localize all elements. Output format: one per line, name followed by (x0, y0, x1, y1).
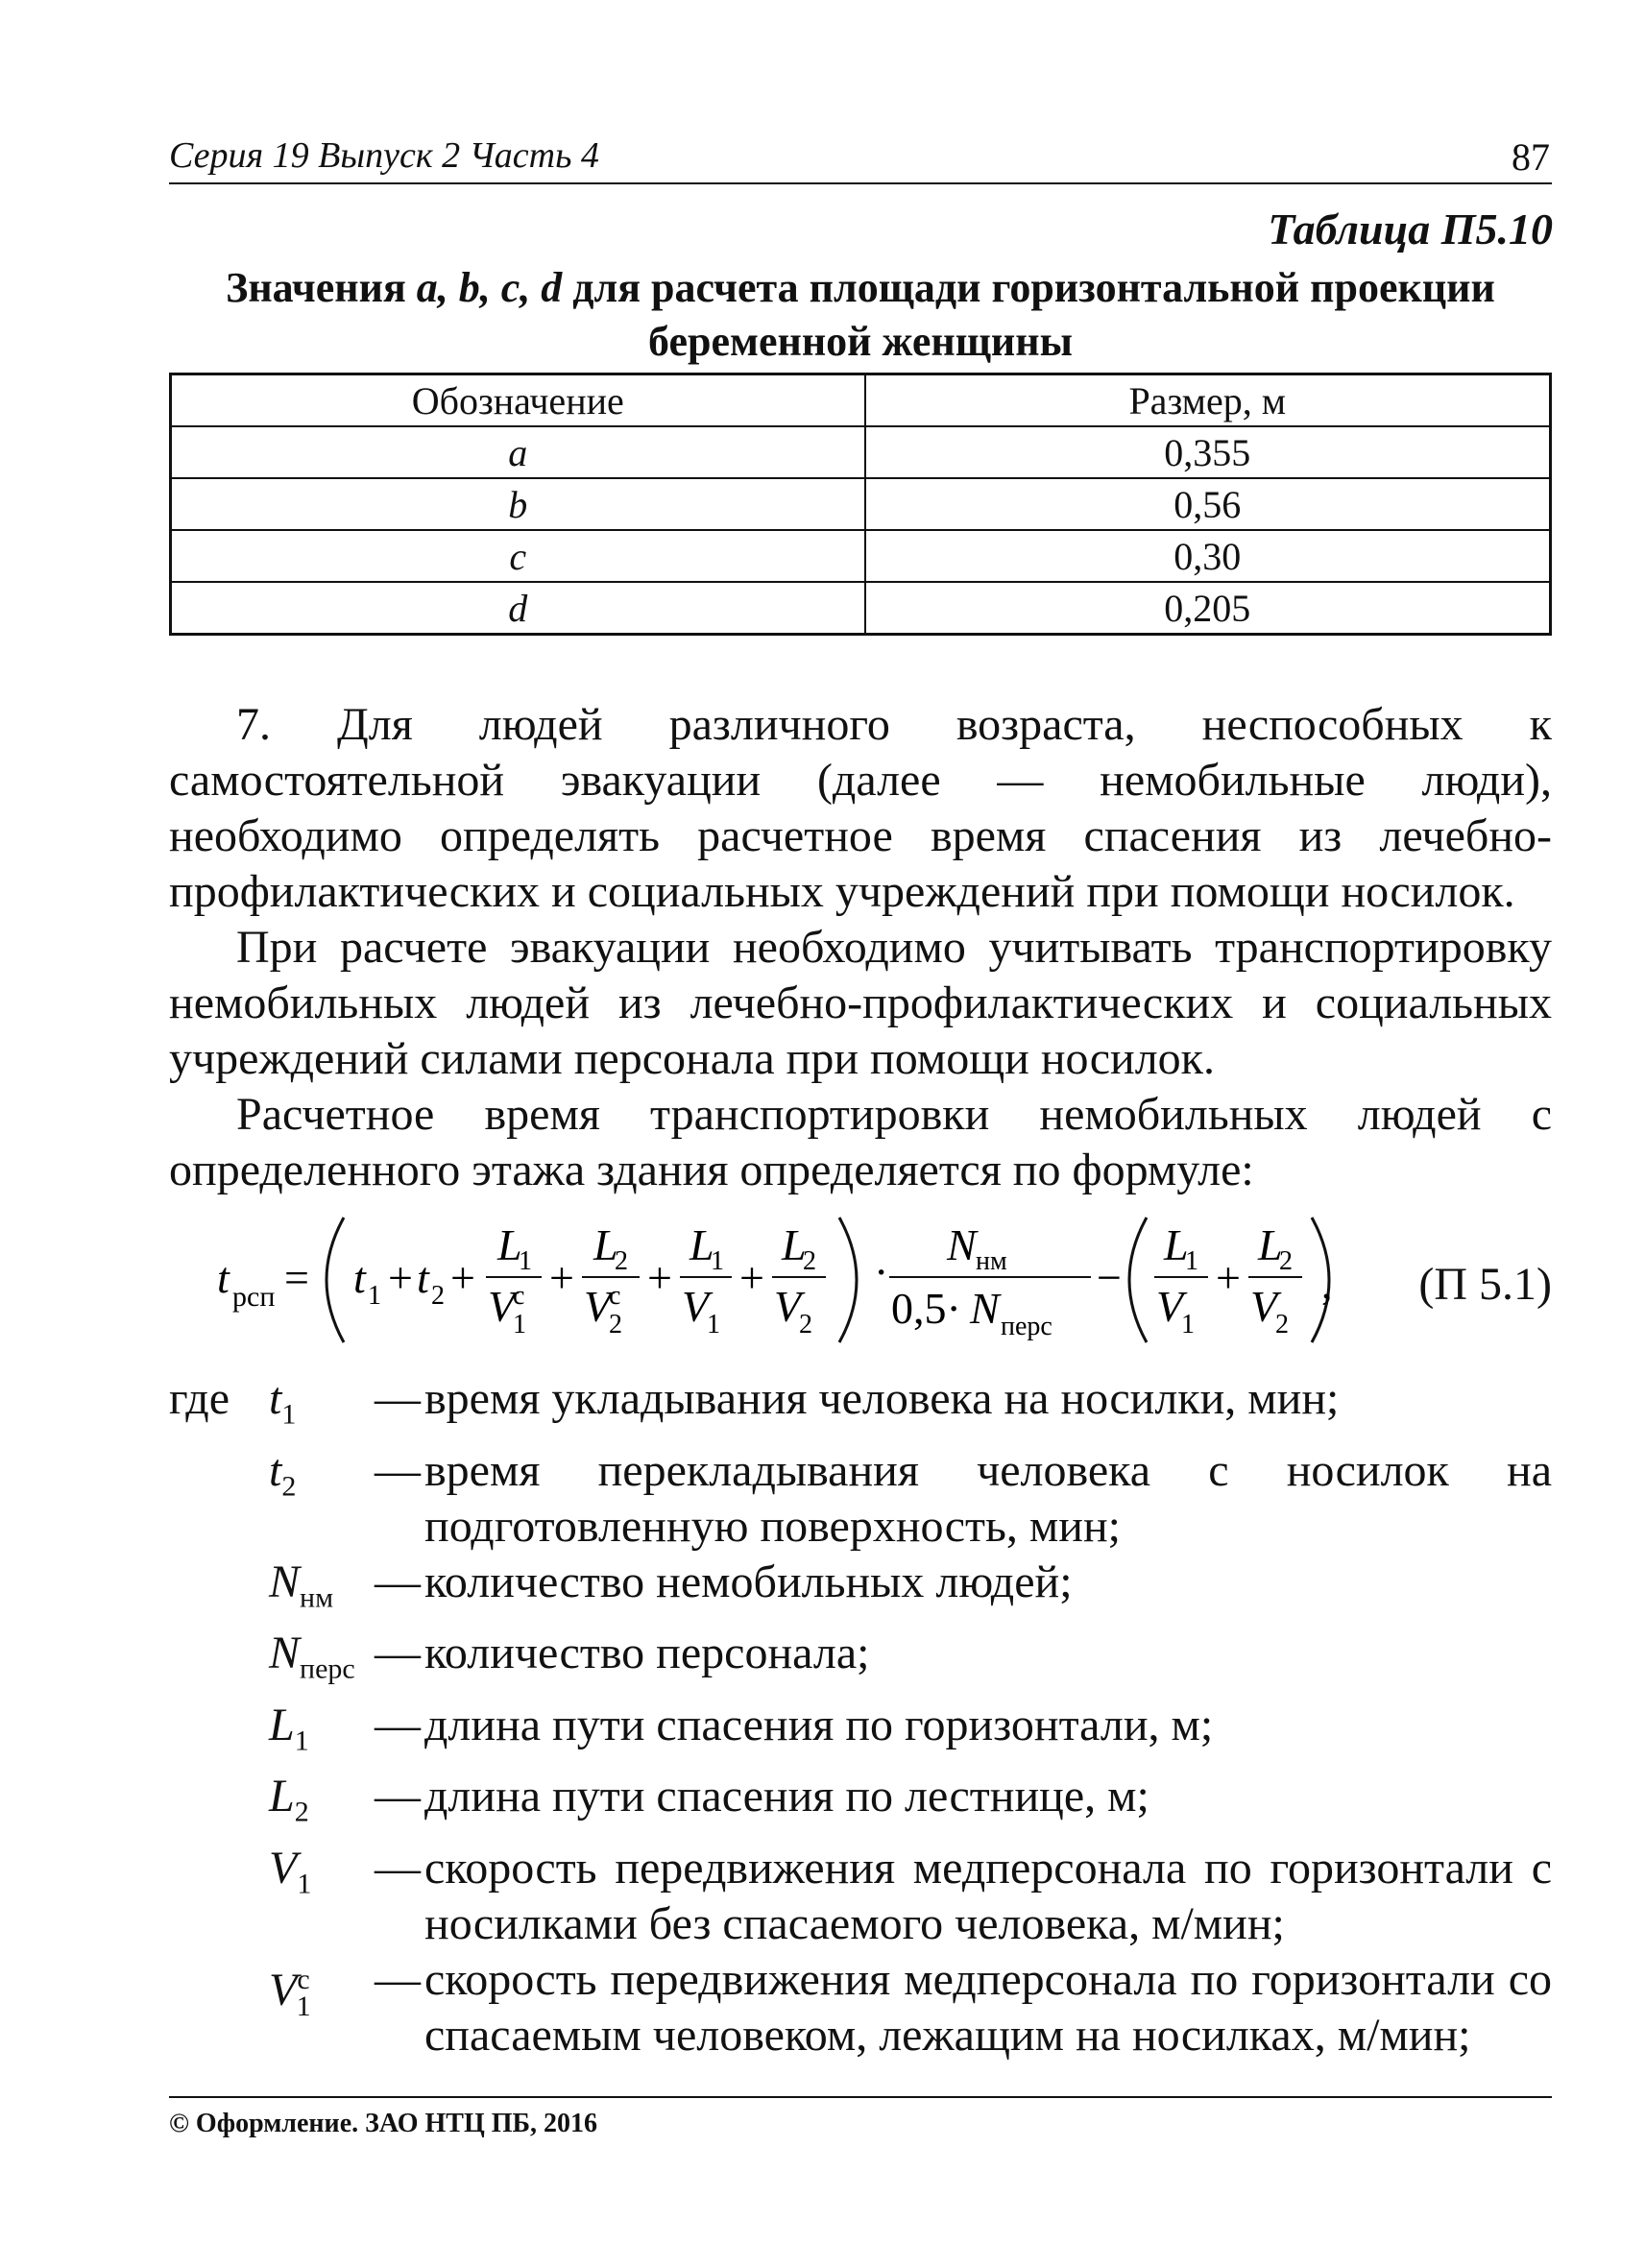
svg-text:2: 2 (803, 1246, 816, 1276)
svg-text:1: 1 (519, 1246, 532, 1276)
svg-text:L: L (1164, 1220, 1189, 1269)
svg-text:2: 2 (1279, 1246, 1293, 1276)
where-lead: где (169, 1373, 230, 1424)
list-item: $t_2$ — время перекладывания человека с носилок на подготовленную поверхность, мин; (169, 1443, 1552, 1555)
definition: длина пути спасения по лестнице, м; (424, 1771, 1149, 1822)
svg-text:V: V (488, 1282, 516, 1331)
svg-text:L: L (1258, 1220, 1283, 1269)
svg-text:0,5·: 0,5· (891, 1284, 961, 1333)
list-item: $N_{перс}$ — количество персонала; (169, 1626, 1552, 1698)
table-cell-value: 0,355 (865, 426, 1551, 478)
svg-text:t: t (417, 1253, 429, 1302)
paragraph: При расчете эвакуации необходимо учитывать транспортировку немобильных людей из лечебно-профилактических и социальных учреждений силами персонала при помощи носилок. (169, 922, 1552, 1084)
symbol: $t_2$ (269, 1444, 297, 1503)
list-item: где $t_1$ — время укладывания человека на носилки, мин; (169, 1371, 1552, 1443)
series-title: Серия 19 Выпуск 2 Часть 4 (169, 135, 599, 176)
symbol: $V_1$ (269, 1842, 312, 1900)
table-title-suffix: для расчета площади горизонтальной проекции беременной женщины (572, 264, 1495, 365)
list-item: $V^с_1$ — скорость передвижения медперсонала по горизонтали со спасаемым человеком, лежащим на носилках, м/мин; (169, 1952, 1552, 2063)
svg-text:+: + (739, 1253, 764, 1302)
where-list (169, 1371, 1552, 2063)
page-number: 87 (1512, 135, 1550, 179)
svg-text:−: − (1097, 1253, 1122, 1302)
symbol: $L_2$ (269, 1771, 309, 1828)
list-item: $N_{нм}$ — количество немобильных людей; (169, 1555, 1552, 1627)
svg-text:V: V (584, 1282, 612, 1331)
svg-text:нм: нм (976, 1246, 1007, 1276)
svg-text:+: + (647, 1253, 672, 1302)
table-cell-value: 0,205 (865, 582, 1551, 635)
svg-text:L: L (497, 1220, 522, 1269)
column-header: Размер, м (865, 374, 1551, 427)
footer-rule (169, 2096, 1552, 2098)
svg-text:V: V (1250, 1282, 1278, 1331)
table-title (169, 261, 1552, 369)
paragraph: 7. Для людей различного возраста, неспособных к самостоятельной эвакуации (далее — немобильные люди), необходимо определять расчетное время спасения из лечебно-профилактических и социальных учреждений при помощи носилок. (169, 699, 1552, 917)
svg-text:L: L (593, 1220, 618, 1269)
svg-text:V: V (1156, 1282, 1184, 1331)
table-title-vars: a, b, c, d (416, 264, 563, 311)
symbol: $V^с_1$ (269, 1963, 311, 2022)
list-item: $L_2$ — длина пути спасения по лестнице, м; (169, 1769, 1552, 1841)
table-row (171, 478, 1551, 530)
paragraph: Расчетное время транспортировки немобильных людей с определенного этажа здания определяется по формуле: (169, 1089, 1552, 1195)
svg-text:L: L (689, 1220, 714, 1269)
running-header (169, 134, 1552, 184)
table-title-prefix: Значения (226, 264, 406, 311)
svg-text:перс: перс (1001, 1312, 1052, 1341)
definition: длина пути спасения по горизонтали, м; (424, 1699, 1214, 1750)
symbol: $N_{перс}$ (269, 1628, 355, 1685)
table-cell-symbol: d (171, 582, 865, 635)
definition: скорость передвижения медперсонала по горизонтали со спасаемым человеком, лежащим на носилках, м/мин; (424, 1953, 1552, 2061)
svg-text:t: t (353, 1253, 366, 1302)
table-cell-symbol: a (171, 426, 865, 478)
svg-text:1: 1 (1181, 1310, 1195, 1339)
definition: скорость передвижения медперсонала по горизонтали с носилками без спасаемого человека, м/мин; (424, 1842, 1552, 1949)
list-item: $V_1$ — скорость передвижения медперсонала по горизонтали с носилками без спасаемого человека, м/мин; (169, 1841, 1552, 1952)
symbol: $N_{нм}$ (269, 1556, 334, 1614)
table-row (171, 582, 1551, 635)
table-label: Таблица П5.10 (1268, 205, 1553, 253)
svg-text:N: N (947, 1220, 977, 1269)
svg-text:t: t (217, 1253, 230, 1302)
symbol: $L_1$ (269, 1699, 309, 1757)
svg-text:+: + (1216, 1253, 1241, 1302)
svg-text:+: + (549, 1253, 574, 1302)
table-cell-symbol: b (171, 478, 865, 530)
svg-text:2: 2 (609, 1310, 622, 1339)
formula-p5-1 (217, 1198, 1552, 1362)
definition: время укладывания человека на носилки, мин; (424, 1373, 1340, 1424)
svg-text:1: 1 (711, 1246, 724, 1276)
definition: время перекладывания человека с носилок на подготовленную поверхность, мин; (424, 1444, 1552, 1552)
table-cell-value: 0,30 (865, 530, 1551, 582)
values-table (169, 373, 1552, 636)
svg-text:2: 2 (1275, 1310, 1289, 1339)
svg-text:=: = (284, 1253, 309, 1302)
svg-text:2: 2 (431, 1281, 445, 1311)
svg-text:V: V (774, 1282, 802, 1331)
svg-text:с: с (513, 1281, 525, 1311)
list-item: $L_1$ — длина пути спасения по горизонтали, м; (169, 1698, 1552, 1770)
svg-text:L: L (782, 1220, 807, 1269)
svg-text:+: + (450, 1253, 475, 1302)
definition: количество персонала; (424, 1628, 870, 1679)
table-row (171, 530, 1551, 582)
definition: количество немобильных людей; (424, 1556, 1073, 1607)
svg-text:,: , (1321, 1259, 1333, 1308)
svg-text:рсп: рсп (232, 1281, 276, 1313)
svg-text:1: 1 (368, 1281, 381, 1311)
svg-text:1: 1 (513, 1310, 526, 1339)
svg-text:1: 1 (707, 1310, 720, 1339)
svg-text:+: + (388, 1253, 413, 1302)
svg-text:V: V (682, 1282, 710, 1331)
table-row (171, 426, 1551, 478)
formula-reference: (П 5.1) (1418, 1259, 1552, 1310)
svg-text:1: 1 (1185, 1246, 1198, 1276)
symbol: $t_1$ (269, 1373, 297, 1431)
svg-text:·: · (874, 1247, 889, 1296)
table-cell-value: 0,56 (865, 478, 1551, 530)
formula-graphic (217, 1198, 1331, 1362)
svg-text:с: с (609, 1281, 621, 1311)
svg-text:2: 2 (799, 1310, 812, 1339)
column-header: Обозначение (171, 374, 865, 427)
body-text (169, 697, 1552, 1198)
svg-text:N: N (970, 1284, 1000, 1333)
copyright-footer: © Оформление. ЗАО НТЦ ПБ, 2016 (169, 2109, 598, 2138)
svg-text:2: 2 (615, 1246, 628, 1276)
table-cell-symbol: c (171, 530, 865, 582)
table-header-row (171, 374, 1551, 427)
